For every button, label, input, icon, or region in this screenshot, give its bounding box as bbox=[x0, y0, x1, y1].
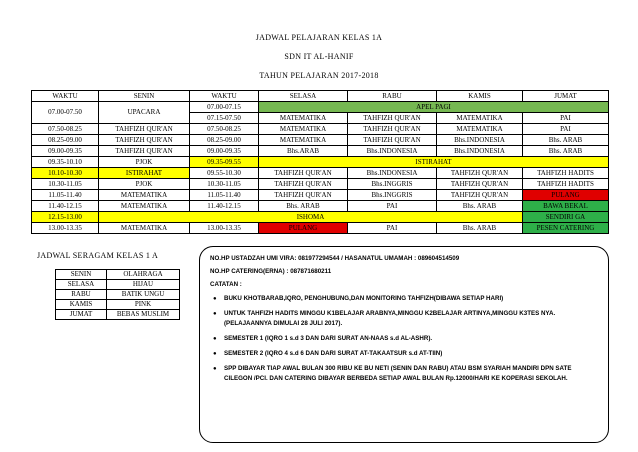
pulang-cell: PULANG bbox=[523, 190, 609, 201]
list-item: ● UNTUK TAHFIZH HADITS MINGGU K1BELAJAR ARABNYA,MINGGU K2BELAJAR ARTINYA,MINGGU K3TES NYA. (PELAJAANNYA DIMULAI 28 JULI 2017). bbox=[224, 309, 600, 329]
istirahat-cell: ISTIRAHAT bbox=[259, 157, 609, 168]
table-row bbox=[56, 310, 180, 320]
catering-contact: NO.HP CATERING(ERNA) : 087871680211 bbox=[210, 268, 332, 275]
catering-cell: PESEN CATERING bbox=[523, 223, 609, 234]
kamis-cell: MATEMATIKA bbox=[437, 113, 523, 124]
uniform-cell: PINK bbox=[107, 300, 180, 310]
kamis-cell: Bhs.INDONESIA bbox=[437, 135, 523, 146]
sendiri-cell: SENDIRI GA bbox=[523, 212, 609, 223]
kamis-cell: Bhs.INDONESIA bbox=[437, 146, 523, 157]
ishoma-cell: ISHOMA bbox=[99, 212, 523, 223]
senin-cell: MATEMATIKA bbox=[99, 201, 190, 212]
jumat-cell: PAI bbox=[523, 113, 609, 124]
table-row bbox=[32, 124, 609, 135]
selasa-cell: TAHFIZH QUR'AN bbox=[259, 190, 348, 201]
jumat-cell: PAI bbox=[523, 124, 609, 135]
jumat-cell: Bhs. ARAB bbox=[523, 135, 609, 146]
table-row bbox=[32, 157, 609, 168]
table-row bbox=[56, 300, 180, 310]
table-row bbox=[56, 280, 180, 290]
uniform-schedule-title: JADWAL SERAGAM KELAS 1 A bbox=[37, 251, 159, 260]
rabu-cell: Bhs.INGGRIS bbox=[348, 190, 437, 201]
table-row bbox=[32, 212, 609, 223]
selasa-cell: MATEMATIKA bbox=[259, 113, 348, 124]
time-cell: 09.35-09.55 bbox=[190, 157, 259, 168]
list-item: ● BUKU KHOTBARAB,IQRO, PENGHUBUNG,DAN MONITORING TAHFIZH(DIBAWA SETIAP HARI) bbox=[224, 294, 600, 304]
notes-list bbox=[210, 294, 600, 384]
lesson-schedule-table bbox=[31, 90, 609, 234]
time-cell: 11.40-12.15 bbox=[190, 201, 259, 212]
table-row bbox=[32, 201, 609, 212]
notes-box bbox=[199, 246, 609, 443]
selasa-cell: TAHFIZH QUR'AN bbox=[259, 168, 348, 179]
apel-pagi-cell: APEL PAGI bbox=[259, 102, 609, 113]
rabu-cell: TAHFIZH QUR'AN bbox=[348, 135, 437, 146]
bawa-bekal-cell: BAWA BEKAL bbox=[523, 201, 609, 212]
selasa-cell: Bhs. ARAB bbox=[259, 201, 348, 212]
uniform-cell: OLAHRAGA bbox=[107, 270, 180, 280]
rabu-cell: Bhs.INDONESIA bbox=[348, 146, 437, 157]
time-cell: 08.25-09.00 bbox=[32, 135, 99, 146]
header-cell: WAKTU bbox=[32, 91, 99, 102]
senin-cell: ISTIRAHAT bbox=[99, 168, 190, 179]
time-cell: 09.00-09.35 bbox=[190, 146, 259, 157]
teacher-contact: NO.HP USTADZAH UMI VIRA: 081977294544 / HASANATUL UMAMAH : 089604514509 bbox=[210, 255, 460, 262]
table-row bbox=[32, 190, 609, 201]
uniform-schedule-table bbox=[55, 269, 180, 320]
kamis-cell: TAHFIZH QUR'AN bbox=[437, 190, 523, 201]
senin-cell: TAHFIZH QUR'AN bbox=[99, 146, 190, 157]
senin-cell: PJOK bbox=[99, 179, 190, 190]
selasa-cell: MATEMATIKA bbox=[259, 124, 348, 135]
academic-year: TAHUN PELAJARAN 2017-2018 bbox=[259, 71, 379, 80]
rabu-cell: PAI bbox=[348, 223, 437, 234]
time-cell: 07.00-07.50 bbox=[32, 102, 99, 124]
day-cell: SELASA bbox=[56, 280, 107, 290]
time-cell: 12.15-13.00 bbox=[32, 212, 99, 223]
time-cell: 07.50-08.25 bbox=[32, 124, 99, 135]
day-cell: RABU bbox=[56, 290, 107, 300]
rabu-cell: TAHFIZH QUR'AN bbox=[348, 113, 437, 124]
time-cell: 08.25-09.00 bbox=[190, 135, 259, 146]
rabu-cell: TAHFIZH QUR'AN bbox=[348, 124, 437, 135]
time-cell: 09.35-10.10 bbox=[32, 157, 99, 168]
time-cell: 11.40-12.15 bbox=[32, 201, 99, 212]
header-cell: KAMIS bbox=[437, 91, 523, 102]
list-item: ● SEMESTER 2 (IQRO 4 s.d 6 DAN DARI SURAT AT-TAKAATSUR s.d AT-TIIN) bbox=[224, 349, 600, 359]
table-row bbox=[32, 179, 609, 190]
school-name: SDN IT AL-HANIF bbox=[284, 52, 354, 61]
jumat-cell: Bhs. ARAB bbox=[523, 146, 609, 157]
time-cell: 11.05-11.40 bbox=[190, 190, 259, 201]
time-cell: 09.00-09.35 bbox=[32, 146, 99, 157]
selasa-cell: MATEMATIKA bbox=[259, 135, 348, 146]
kamis-cell: Bhs. ARAB bbox=[437, 223, 523, 234]
rabu-cell: Bhs.INGGRIS bbox=[348, 179, 437, 190]
pulang-cell: PULANG bbox=[259, 223, 348, 234]
senin-cell: UPACARA bbox=[99, 102, 190, 124]
header-cell: SELASA bbox=[259, 91, 348, 102]
time-cell: 13.00-13.35 bbox=[32, 223, 99, 234]
header-cell: WAKTU bbox=[190, 91, 259, 102]
kamis-cell: TAHFIZH QUR'AN bbox=[437, 179, 523, 190]
table-row bbox=[56, 270, 180, 280]
header-cell: SENIN bbox=[99, 91, 190, 102]
time-cell: 10.30-11.05 bbox=[32, 179, 99, 190]
selasa-cell: Bhs.ARAB bbox=[259, 146, 348, 157]
day-cell: JUMAT bbox=[56, 310, 107, 320]
senin-cell: MATEMATIKA bbox=[99, 190, 190, 201]
time-cell: 11.05-11.40 bbox=[32, 190, 99, 201]
rabu-cell: PAI bbox=[348, 201, 437, 212]
table-row bbox=[56, 290, 180, 300]
table-header-row bbox=[32, 91, 609, 102]
rabu-cell: Bhs.INDONESIA bbox=[348, 168, 437, 179]
senin-cell: PJOK bbox=[99, 157, 190, 168]
uniform-cell: BATIK UNGU bbox=[107, 290, 180, 300]
uniform-cell: BEBAS MUSLIM bbox=[107, 310, 180, 320]
selasa-cell: TAHFIZH QUR'AN bbox=[259, 179, 348, 190]
senin-cell: TAHFIZH QUR'AN bbox=[99, 135, 190, 146]
schedule-title: JADWAL PELAJARAN KELAS 1A bbox=[255, 33, 383, 42]
kamis-cell: TAHFIZH QUR'AN bbox=[437, 168, 523, 179]
time-cell: 13.00-13.35 bbox=[190, 223, 259, 234]
day-cell: KAMIS bbox=[56, 300, 107, 310]
header-cell: JUMAT bbox=[523, 91, 609, 102]
senin-cell: MATEMATIKA bbox=[99, 223, 190, 234]
day-cell: SENIN bbox=[56, 270, 107, 280]
table-row bbox=[32, 168, 609, 179]
table-row bbox=[32, 223, 609, 234]
time-cell: 10.30-11.05 bbox=[190, 179, 259, 190]
time-cell: 07.50-08.25 bbox=[190, 124, 259, 135]
list-item: ● SPP DIBAYAR TIAP AWAL BULAN 300 RIBU KE BU NETI (SENIN DAN RABU) ATAU BSM SYARIAH MANDIRI DPN SATE CILEGON /PCI. DAN CATERING DIBAYAR BERBEDA SETIAP AWAL BULAN Rp.12000/HARI KE KOPERASI SEKOLAH. bbox=[224, 364, 600, 384]
time-cell: 09.55-10.30 bbox=[190, 168, 259, 179]
time-cell: 07.00-07.15 bbox=[190, 102, 259, 113]
time-cell: 07.15-07.50 bbox=[190, 113, 259, 124]
senin-cell: TAHFIZH QUR'AN bbox=[99, 124, 190, 135]
notes-heading: CATATAN : bbox=[210, 281, 242, 288]
jumat-cell: TAHFIZH HADITS bbox=[523, 179, 609, 190]
uniform-cell: HIJAU bbox=[107, 280, 180, 290]
table-row bbox=[32, 146, 609, 157]
table-row bbox=[32, 135, 609, 146]
table-row bbox=[32, 102, 609, 113]
header-cell: RABU bbox=[348, 91, 437, 102]
jumat-cell: TAHFIZH HADITS bbox=[523, 168, 609, 179]
kamis-cell: Bhs. ARAB bbox=[437, 201, 523, 212]
list-item: ● SEMESTER 1 (IQRO 1 s.d 3 DAN DARI SURAT AN-NAAS s.d AL-ASHR). bbox=[224, 334, 600, 344]
kamis-cell: MATEMATIKA bbox=[437, 124, 523, 135]
time-cell: 10.10-10.30 bbox=[32, 168, 99, 179]
